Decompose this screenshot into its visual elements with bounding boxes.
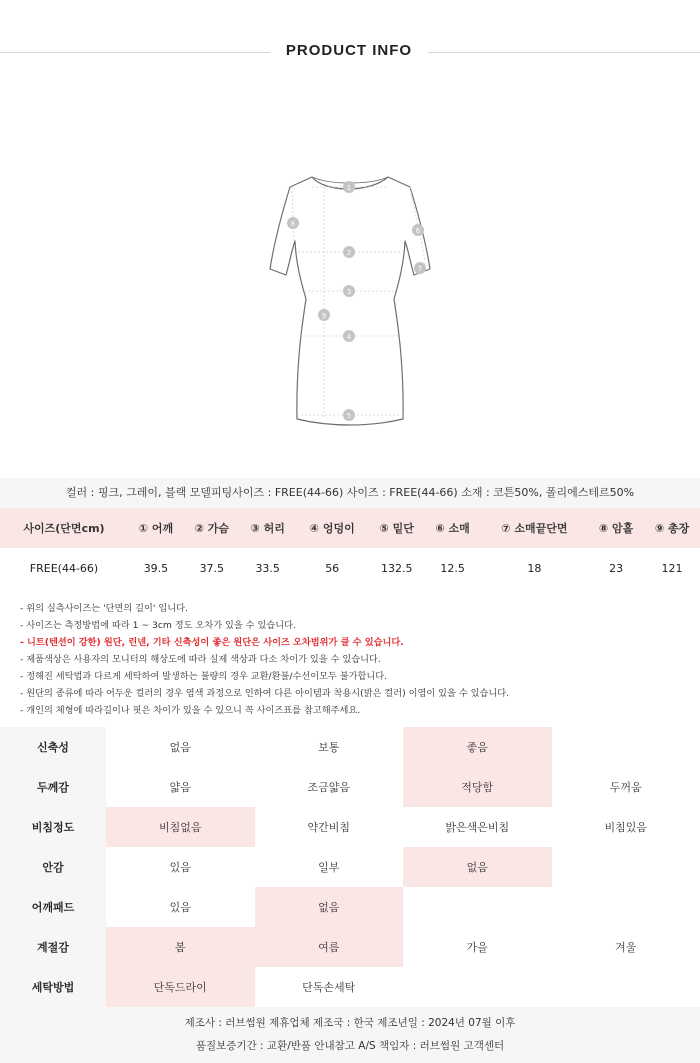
svg-text:5: 5 bbox=[346, 412, 352, 420]
property-option: 있음 bbox=[169, 901, 191, 914]
property-option-selected: 봄 bbox=[106, 927, 255, 967]
property-row bbox=[0, 887, 700, 927]
size-header-cell: ⑥ 소매 bbox=[425, 508, 481, 548]
size-header-cell: ⑨ 총장 bbox=[644, 508, 700, 548]
size-header-cell: ③ 허리 bbox=[240, 508, 296, 548]
size-header-cell: ⑦ 소매끝단면 bbox=[481, 508, 589, 548]
manufacturer-footer bbox=[0, 1007, 700, 1063]
property-label: 계절감 bbox=[0, 927, 106, 967]
property-option: 약간비침 bbox=[307, 821, 350, 834]
svg-text:6: 6 bbox=[415, 227, 421, 235]
measurement-marker-7 bbox=[414, 262, 426, 274]
footer-warranty-line: 품질보증기간 : 교환/반품 안내참고 A/S 책임자 : 러브썸원 고객센터 bbox=[195, 1040, 505, 1052]
property-option bbox=[552, 887, 700, 927]
note-item: - 원단의 종류에 따라 어두운 컬러의 경우 염색 과정으로 인하여 다른 아이템과 착용시(밝은 컬러) 이염이 있을 수 있습니다. bbox=[20, 688, 510, 699]
measurement-marker-1 bbox=[343, 181, 355, 193]
size-value-cell: 33.5 bbox=[255, 561, 280, 575]
property-option bbox=[552, 727, 700, 767]
size-value-cell: FREE(44-66) bbox=[29, 561, 99, 575]
property-option-selected: 좋음 bbox=[403, 727, 552, 767]
property-option: 두꺼움 bbox=[609, 781, 642, 794]
size-header-cell: ④ 엉덩이 bbox=[296, 508, 369, 548]
size-value-cell: 37.5 bbox=[199, 561, 225, 575]
svg-text:8: 8 bbox=[290, 220, 296, 228]
property-option-selected: 적당함 bbox=[403, 767, 552, 807]
property-option bbox=[552, 847, 700, 887]
property-option bbox=[552, 967, 700, 1007]
note-item: - 제품색상은 사용자의 모니터의 해상도에 따라 실제 색상과 다소 차이가 있을 수 있습니다. bbox=[20, 654, 381, 665]
svg-text:7: 7 bbox=[417, 265, 423, 273]
property-row bbox=[0, 847, 700, 887]
measurement-marker-2 bbox=[343, 246, 355, 258]
property-row bbox=[0, 767, 700, 807]
property-option: 겨울 bbox=[615, 941, 637, 954]
property-option: 단독손세탁 bbox=[302, 981, 356, 994]
svg-text:1: 1 bbox=[346, 184, 352, 192]
property-option-selected: 여름 bbox=[255, 927, 404, 967]
svg-text:9: 9 bbox=[321, 312, 327, 320]
care-notes bbox=[20, 600, 690, 719]
property-option: 가을 bbox=[466, 941, 488, 954]
svg-text:2: 2 bbox=[346, 249, 352, 257]
svg-text:3: 3 bbox=[346, 288, 352, 296]
property-option: 보통 bbox=[318, 741, 340, 754]
size-header-cell: ⑤ 밑단 bbox=[369, 508, 425, 548]
note-item: - 정해진 세탁법과 다르게 세탁하여 발생하는 불량의 경우 교환/환불/수선이모두 불가합니다. bbox=[20, 671, 388, 682]
note-item: - 위의 실측사이즈는 '단면의 길이' 입니다. bbox=[20, 603, 188, 614]
property-option bbox=[403, 967, 552, 1007]
size-value-cell: 132.5 bbox=[380, 561, 413, 575]
size-header-cell: 사이즈(단면cm) bbox=[0, 508, 128, 548]
size-value-cell: 39.5 bbox=[143, 561, 169, 575]
fabric-properties-grid bbox=[0, 727, 700, 1007]
section-title: PRODUCT INFO bbox=[285, 42, 413, 59]
property-row bbox=[0, 967, 700, 1007]
dress-measurement-illustration bbox=[240, 165, 460, 435]
property-option-selected: 단독드라이 bbox=[106, 967, 255, 1007]
footer-manufacturer-line: 제조사 : 러브썸원 제휴업체 제조국 : 한국 제조년일 : 2024년 07월 이후 bbox=[184, 1017, 516, 1029]
note-warning: - 니트(텐션이 강한) 원단, 린넨, 기타 신축성이 좋은 원단은 사이즈 오차범위가 클 수 있습니다. bbox=[20, 637, 404, 648]
property-label: 비침정도 bbox=[0, 807, 106, 847]
note-item: - 개인의 체형에 따라길이나 핏은 차이가 있을 수 있으니 꼭 사이즈표를 참고해주세요. bbox=[20, 705, 361, 716]
property-option: 있음 bbox=[169, 861, 191, 874]
size-header-cell: ⑧ 암홀 bbox=[588, 508, 644, 548]
measurement-marker-8 bbox=[287, 217, 299, 229]
property-row bbox=[0, 927, 700, 967]
size-row bbox=[0, 548, 700, 588]
property-option-selected: 없음 bbox=[403, 847, 552, 887]
measurement-marker-6 bbox=[412, 224, 424, 236]
property-option: 비침있음 bbox=[604, 821, 647, 834]
size-value-cell: 121 bbox=[661, 561, 683, 575]
size-table bbox=[0, 508, 700, 588]
property-label: 어깨패드 bbox=[0, 887, 106, 927]
measurement-marker-5 bbox=[343, 409, 355, 421]
dress-outline-icon bbox=[240, 165, 460, 435]
measurement-marker-4 bbox=[343, 330, 355, 342]
product-summary-line: 컬러 : 핑크, 그레이, 블랙 모델피팅사이즈 : FREE(44-66) 사이즈 : FREE(44-66) 소재 : 코튼50%, 폴리에스테르50% bbox=[0, 478, 700, 508]
property-option-selected: 없음 bbox=[255, 887, 404, 927]
header-divider-right bbox=[428, 52, 700, 53]
property-option: 밝은색은비침 bbox=[445, 821, 510, 834]
measurement-marker-3 bbox=[343, 285, 355, 297]
note-item: - 사이즈는 측정방법에 따라 1 ~ 3cm 정도 오차가 있을 수 있습니다. bbox=[20, 620, 296, 631]
size-value-cell: 23 bbox=[609, 561, 624, 575]
property-label: 안감 bbox=[0, 847, 106, 887]
size-value-cell: 12.5 bbox=[440, 561, 465, 575]
size-table-header-row bbox=[0, 508, 700, 548]
property-row bbox=[0, 807, 700, 847]
property-label: 신축성 bbox=[0, 727, 106, 767]
size-header-cell: ① 어깨 bbox=[128, 508, 184, 548]
property-label: 세탁방법 bbox=[0, 967, 106, 1007]
header-divider-left bbox=[0, 52, 270, 53]
property-row bbox=[0, 727, 700, 767]
measurement-marker-9 bbox=[318, 309, 330, 321]
property-option: 일부 bbox=[318, 861, 340, 874]
property-option-selected: 비침없음 bbox=[106, 807, 255, 847]
property-option bbox=[403, 887, 552, 927]
size-header-cell: ② 가슴 bbox=[184, 508, 240, 548]
property-label: 두께감 bbox=[0, 767, 106, 807]
size-value-cell: 56 bbox=[325, 561, 340, 575]
property-option: 조금얇음 bbox=[307, 781, 350, 794]
property-option: 없음 bbox=[169, 741, 191, 754]
property-option: 얇음 bbox=[169, 781, 191, 794]
section-header bbox=[0, 40, 700, 66]
svg-text:4: 4 bbox=[346, 333, 352, 341]
size-value-cell: 18 bbox=[527, 561, 542, 575]
